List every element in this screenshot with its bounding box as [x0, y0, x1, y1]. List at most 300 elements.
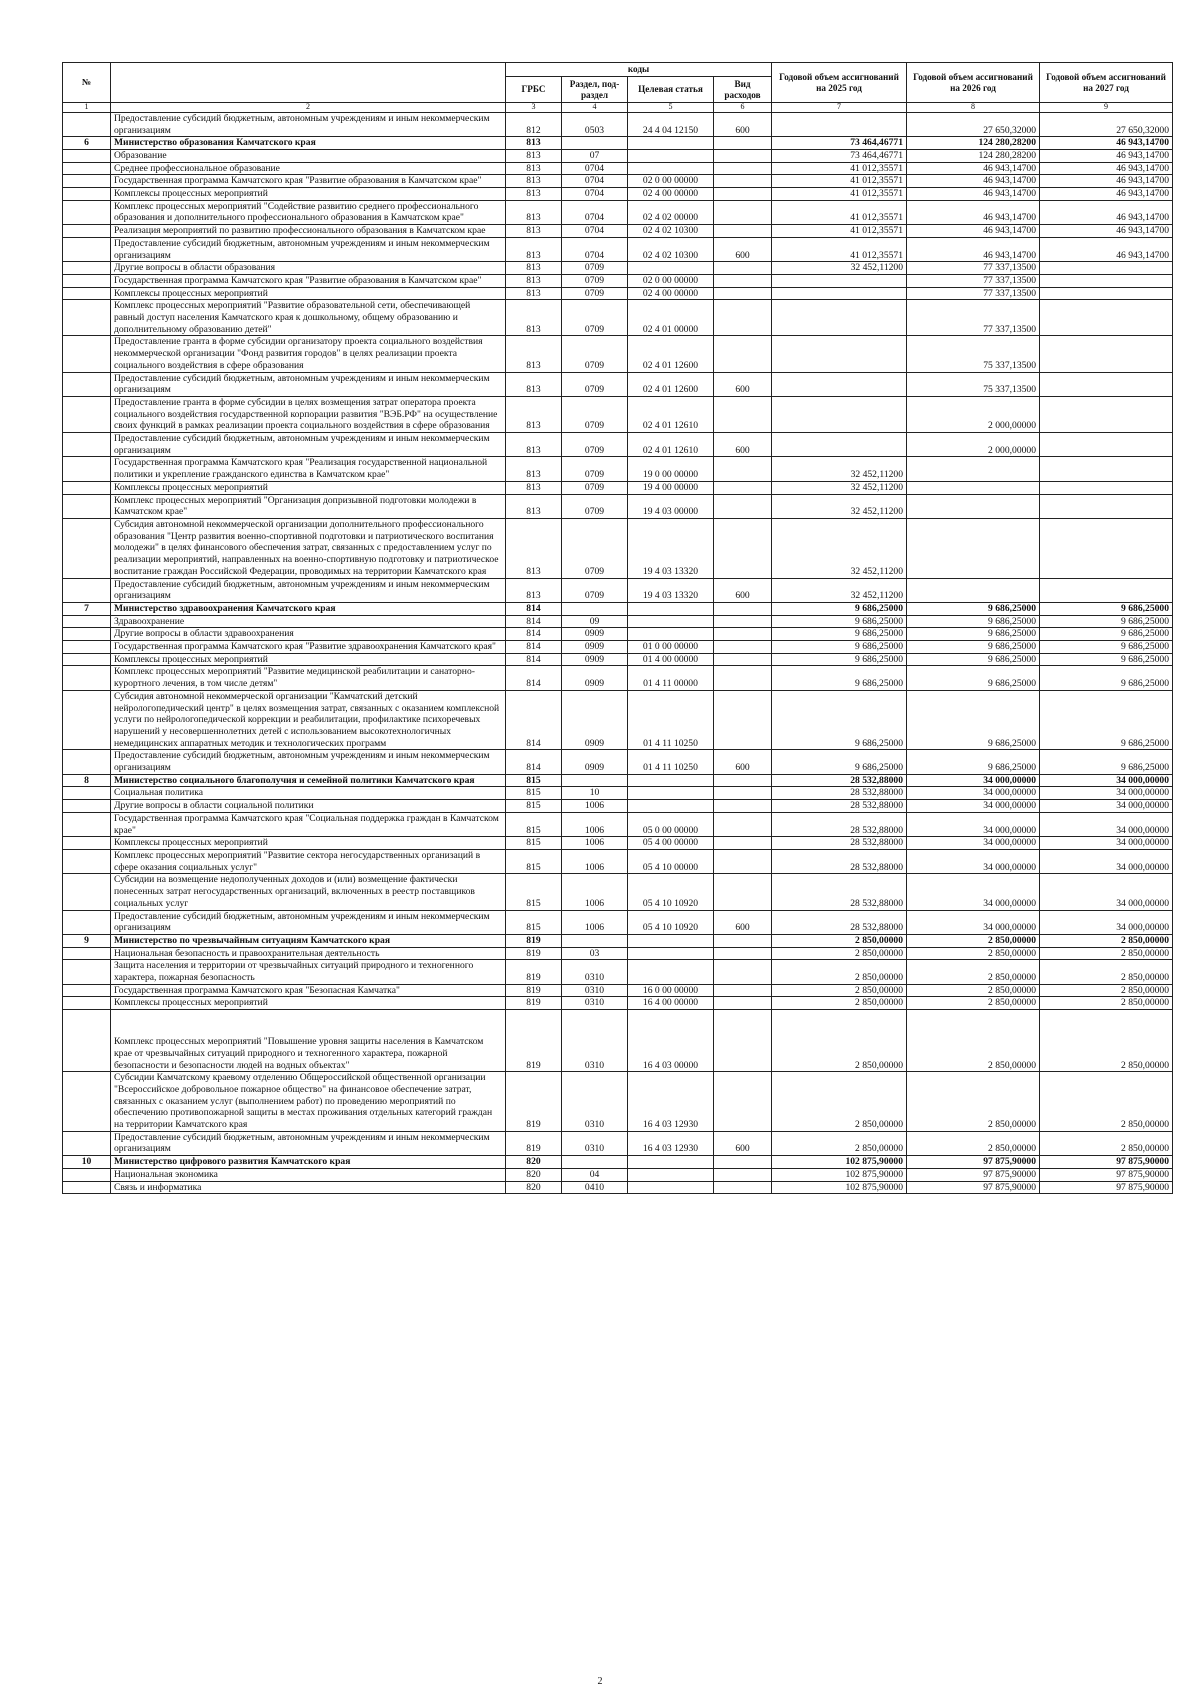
section-code: 0909 — [562, 628, 628, 641]
amount-2027: 46 943,14700 — [1040, 200, 1173, 224]
row-name: Комплекс процессных мероприятий "Содействие развитию среднего профессионального образования и дополнительного профессионального образования в Камчатском крае" — [111, 200, 506, 224]
expense-type-code — [714, 641, 772, 654]
amount-2025: 32 452,11200 — [772, 494, 907, 518]
section-code: 1006 — [562, 910, 628, 934]
row-name: Предоставление гранта в форме субсидии в целях возмещения затрат оператора проекта социального воздействия государственной корпорации развития "ВЭБ.РФ" на осуществление своих функций в рамках реализации проекта социального воздействия в сфере образования — [111, 396, 506, 432]
table-row — [63, 162, 1173, 175]
row-name: Связь и информатика — [111, 1181, 506, 1194]
table-row — [63, 997, 1173, 1010]
table-row — [63, 960, 1173, 984]
section-code: 0704 — [562, 175, 628, 188]
amount-2026: 9 686,25000 — [907, 666, 1040, 690]
row-number — [63, 750, 111, 774]
expense-type-code: 600 — [714, 1131, 772, 1155]
grbs-code: 813 — [506, 336, 562, 372]
amount-2027: 9 686,25000 — [1040, 602, 1173, 615]
amount-2027 — [1040, 494, 1173, 518]
target-code — [628, 1156, 714, 1169]
section-code: 1006 — [562, 874, 628, 910]
amount-2026 — [907, 481, 1040, 494]
amount-2025: 9 686,25000 — [772, 666, 907, 690]
amount-2027: 9 686,25000 — [1040, 628, 1173, 641]
row-name: Предоставление субсидий бюджетным, автономным учреждениям и иным некоммерческим организациям — [111, 750, 506, 774]
expense-type-code — [714, 274, 772, 287]
amount-2025: 41 012,35571 — [772, 188, 907, 201]
grbs-code: 813 — [506, 274, 562, 287]
grbs-code: 813 — [506, 396, 562, 432]
target-code: 19 0 00 00000 — [628, 457, 714, 481]
table-row — [63, 849, 1173, 873]
expense-type-code — [714, 1072, 772, 1132]
row-name: Предоставление субсидий бюджетным, автономным учреждениям и иным некоммерческим организациям — [111, 578, 506, 602]
amount-2027: 9 686,25000 — [1040, 690, 1173, 750]
table-row — [63, 812, 1173, 836]
amount-2026: 124 280,28200 — [907, 137, 1040, 150]
amount-2025: 102 875,90000 — [772, 1156, 907, 1169]
grbs-code: 813 — [506, 200, 562, 224]
section-code: 0709 — [562, 433, 628, 457]
target-code — [628, 162, 714, 175]
amount-2026: 9 686,25000 — [907, 628, 1040, 641]
row-name: Другие вопросы в области образования — [111, 262, 506, 275]
target-code: 01 4 11 00000 — [628, 666, 714, 690]
row-number: 9 — [63, 934, 111, 947]
amount-2027 — [1040, 519, 1173, 579]
grbs-code: 819 — [506, 1072, 562, 1132]
row-name: Субсидия автономной некоммерческой организации "Камчатский детский нейрологопедический центр" в целях возмещения затрат, связанных с оказанием комплексной услуги по нейрологопедической коррекции и реабилитации, профилактике психоречевых нарушений у несовершеннолетних детей с использованием высокотехнологичных немедицинских аппаратных методик и технологических программ — [111, 690, 506, 750]
amount-2025: 2 850,00000 — [772, 1072, 907, 1132]
section-code: 0310 — [562, 1072, 628, 1132]
table-row — [63, 149, 1173, 162]
target-code — [628, 960, 714, 984]
section-code: 0709 — [562, 578, 628, 602]
expense-type-code — [714, 849, 772, 873]
amount-2027: 34 000,00000 — [1040, 800, 1173, 813]
amount-2027: 46 943,14700 — [1040, 175, 1173, 188]
amount-2025: 2 850,00000 — [772, 960, 907, 984]
table-row — [63, 1181, 1173, 1194]
table-row — [63, 494, 1173, 518]
column-number: 4 — [562, 103, 628, 113]
section-code: 0410 — [562, 1181, 628, 1194]
amount-2026 — [907, 578, 1040, 602]
row-name: Предоставление субсидий бюджетным, автономным учреждениям и иным некоммерческим организациям — [111, 237, 506, 261]
section-code: 0909 — [562, 690, 628, 750]
amount-2025: 41 012,35571 — [772, 237, 907, 261]
amount-2027: 2 850,00000 — [1040, 960, 1173, 984]
row-name: Комплекс процессных мероприятий "Организация допризывной подготовки молодежи в Камчатском крае" — [111, 494, 506, 518]
row-number — [63, 336, 111, 372]
amount-2026: 2 850,00000 — [907, 1010, 1040, 1072]
row-number — [63, 262, 111, 275]
section-code: 10 — [562, 787, 628, 800]
column-number: 2 — [111, 103, 506, 113]
table-row — [63, 137, 1173, 150]
amount-2026 — [907, 519, 1040, 579]
row-name: Социальная политика — [111, 787, 506, 800]
target-code: 05 4 10 10920 — [628, 910, 714, 934]
amount-2025: 28 532,88000 — [772, 910, 907, 934]
target-code: 05 4 10 10920 — [628, 874, 714, 910]
target-code: 01 4 11 10250 — [628, 690, 714, 750]
section-code — [562, 934, 628, 947]
grbs-code: 819 — [506, 934, 562, 947]
row-number — [63, 300, 111, 336]
table-row — [63, 274, 1173, 287]
target-code: 16 4 00 00000 — [628, 997, 714, 1010]
section-code: 0709 — [562, 336, 628, 372]
amount-2027 — [1040, 433, 1173, 457]
section-code: 0709 — [562, 396, 628, 432]
row-number — [63, 984, 111, 997]
amount-2026 — [907, 457, 1040, 481]
row-name: Национальная безопасность и правоохранительная деятельность — [111, 947, 506, 960]
expense-type-code — [714, 984, 772, 997]
section-code: 0310 — [562, 1010, 628, 1072]
target-code — [628, 602, 714, 615]
section-code: 1006 — [562, 837, 628, 850]
amount-2027: 97 875,90000 — [1040, 1168, 1173, 1181]
target-code: 01 4 11 10250 — [628, 750, 714, 774]
section-code: 0704 — [562, 225, 628, 238]
row-number — [63, 433, 111, 457]
grbs-code: 814 — [506, 690, 562, 750]
amount-2025: 32 452,11200 — [772, 262, 907, 275]
section-code: 0709 — [562, 481, 628, 494]
row-number — [63, 149, 111, 162]
amount-2026: 9 686,25000 — [907, 653, 1040, 666]
row-name: Комплекс процессных мероприятий "Повышение уровня защиты населения в Камчатском крае от чрезвычайных ситуаций природного и техногенного характера, пожарной безопасности и безопасности людей на водных объектах" — [111, 1010, 506, 1072]
table-row — [63, 653, 1173, 666]
amount-2026: 2 000,00000 — [907, 396, 1040, 432]
grbs-code: 813 — [506, 578, 562, 602]
amount-2027: 34 000,00000 — [1040, 849, 1173, 873]
table-row — [63, 934, 1173, 947]
row-name: Субсидии Камчатскому краевому отделению Общероссийской общественной организации "Всероссийское добровольное пожарное общество" на финансовое обеспечение затрат, связанных с оказанием услуг (выполнением работ) по проведению мероприятий по обеспечению противопожарной защиты в местах проживания отдельных категорий граждан на территории Камчатского края — [111, 1072, 506, 1132]
row-number — [63, 641, 111, 654]
amount-2026: 34 000,00000 — [907, 849, 1040, 873]
amount-2027: 2 850,00000 — [1040, 984, 1173, 997]
amount-2026: 97 875,90000 — [907, 1156, 1040, 1169]
target-code — [628, 615, 714, 628]
grbs-code: 819 — [506, 984, 562, 997]
table-row — [63, 372, 1173, 396]
amount-2025 — [772, 112, 907, 136]
column-number: 8 — [907, 103, 1040, 113]
row-name: Министерство образования Камчатского края — [111, 137, 506, 150]
expense-type-code: 600 — [714, 750, 772, 774]
target-code: 02 4 00 00000 — [628, 188, 714, 201]
expense-type-code — [714, 1168, 772, 1181]
amount-2027: 34 000,00000 — [1040, 837, 1173, 850]
row-number — [63, 274, 111, 287]
row-number: 6 — [63, 137, 111, 150]
amount-2027 — [1040, 457, 1173, 481]
amount-2025 — [772, 372, 907, 396]
row-name: Государственная программа Камчатского края "Развитие образования в Камчатском крае" — [111, 274, 506, 287]
row-name: Национальная экономика — [111, 1168, 506, 1181]
expense-type-code — [714, 787, 772, 800]
amount-2027 — [1040, 287, 1173, 300]
grbs-code: 813 — [506, 300, 562, 336]
table-row — [63, 666, 1173, 690]
column-number: 3 — [506, 103, 562, 113]
amount-2025 — [772, 396, 907, 432]
target-code: 19 4 03 00000 — [628, 494, 714, 518]
expense-type-code — [714, 947, 772, 960]
expense-type-code — [714, 396, 772, 432]
table-row — [63, 602, 1173, 615]
expense-type-code — [714, 519, 772, 579]
table-row — [63, 984, 1173, 997]
row-number — [63, 812, 111, 836]
grbs-code: 814 — [506, 750, 562, 774]
row-name: Предоставление субсидий бюджетным, автономным учреждениям и иным некоммерческим организациям — [111, 112, 506, 136]
amount-2026: 34 000,00000 — [907, 787, 1040, 800]
table-row — [63, 750, 1173, 774]
table-row — [63, 628, 1173, 641]
expense-type-code — [714, 628, 772, 641]
grbs-code: 815 — [506, 849, 562, 873]
target-code: 02 4 02 10300 — [628, 237, 714, 261]
expense-type-code — [714, 1156, 772, 1169]
row-number: 10 — [63, 1156, 111, 1169]
grbs-code: 813 — [506, 175, 562, 188]
amount-2025: 32 452,11200 — [772, 519, 907, 579]
row-name: Комплексы процессных мероприятий — [111, 837, 506, 850]
column-number: 6 — [714, 103, 772, 113]
table-row — [63, 1072, 1173, 1132]
expense-type-code — [714, 1010, 772, 1072]
amount-2025 — [772, 300, 907, 336]
amount-2025: 9 686,25000 — [772, 750, 907, 774]
expense-type-code — [714, 225, 772, 238]
amount-2026: 97 875,90000 — [907, 1168, 1040, 1181]
table-row — [63, 481, 1173, 494]
section-code: 0709 — [562, 519, 628, 579]
row-number — [63, 1168, 111, 1181]
target-code — [628, 800, 714, 813]
row-name: Реализация мероприятий по развитию профессионального образования в Камчатском крае — [111, 225, 506, 238]
grbs-code: 813 — [506, 137, 562, 150]
amount-2026: 34 000,00000 — [907, 774, 1040, 787]
amount-2027: 2 850,00000 — [1040, 1131, 1173, 1155]
budget-document — [62, 62, 1172, 1194]
target-code — [628, 137, 714, 150]
amount-2026: 2 000,00000 — [907, 433, 1040, 457]
amount-2025 — [772, 433, 907, 457]
expense-type-code — [714, 812, 772, 836]
grbs-code: 819 — [506, 1131, 562, 1155]
amount-2025: 28 532,88000 — [772, 812, 907, 836]
row-name: Комплексы процессных мероприятий — [111, 188, 506, 201]
target-code: 02 0 00 00000 — [628, 274, 714, 287]
table-row — [63, 519, 1173, 579]
header-2027: Годовой объем ассигнований на 2027 год — [1040, 63, 1173, 103]
grbs-code: 813 — [506, 287, 562, 300]
row-name: Субсидия автономной некоммерческой организации дополнительного профессионального образования "Центр развития военно-спортивной подготовки и патриотического воспитания молодежи" в целях финансового обеспечения затрат, связанных с предоставлением услуг по реализации мероприятий, направленных на военно-спортивную подготовку и патриотическое воспитание граждан Российской Федерации, проводимых на территории Камчатского края — [111, 519, 506, 579]
amount-2027: 46 943,14700 — [1040, 237, 1173, 261]
grbs-code: 815 — [506, 837, 562, 850]
row-number — [63, 997, 111, 1010]
target-code: 19 4 00 00000 — [628, 481, 714, 494]
target-code: 16 0 00 00000 — [628, 984, 714, 997]
grbs-code: 820 — [506, 1156, 562, 1169]
amount-2025: 32 452,11200 — [772, 481, 907, 494]
amount-2027: 34 000,00000 — [1040, 774, 1173, 787]
expense-type-code — [714, 457, 772, 481]
column-number: 7 — [772, 103, 907, 113]
target-code — [628, 947, 714, 960]
target-code: 02 0 00 00000 — [628, 175, 714, 188]
row-number — [63, 874, 111, 910]
grbs-code: 813 — [506, 457, 562, 481]
grbs-code: 815 — [506, 774, 562, 787]
section-code: 03 — [562, 947, 628, 960]
amount-2026: 34 000,00000 — [907, 800, 1040, 813]
amount-2027 — [1040, 372, 1173, 396]
section-code — [562, 602, 628, 615]
row-number — [63, 947, 111, 960]
target-code: 16 4 03 12930 — [628, 1072, 714, 1132]
row-number — [63, 188, 111, 201]
section-code: 0704 — [562, 162, 628, 175]
amount-2025: 73 464,46771 — [772, 149, 907, 162]
section-code: 1006 — [562, 800, 628, 813]
amount-2025: 41 012,35571 — [772, 225, 907, 238]
amount-2026: 77 337,13500 — [907, 287, 1040, 300]
target-code: 02 4 02 10300 — [628, 225, 714, 238]
amount-2026: 46 943,14700 — [907, 200, 1040, 224]
section-code: 0704 — [562, 188, 628, 201]
row-number — [63, 849, 111, 873]
header-2025: Годовой объем ассигнований на 2025 год — [772, 63, 907, 103]
amount-2026: 9 686,25000 — [907, 690, 1040, 750]
row-number — [63, 112, 111, 136]
target-code: 05 4 00 00000 — [628, 837, 714, 850]
amount-2026: 34 000,00000 — [907, 910, 1040, 934]
header-section: Раздел, под-раздел — [562, 77, 628, 103]
table-row — [63, 774, 1173, 787]
section-code: 0709 — [562, 274, 628, 287]
expense-type-code: 600 — [714, 433, 772, 457]
amount-2026: 2 850,00000 — [907, 947, 1040, 960]
target-code: 02 4 01 12600 — [628, 372, 714, 396]
target-code: 02 4 01 12610 — [628, 396, 714, 432]
row-name: Образование — [111, 149, 506, 162]
amount-2025: 2 850,00000 — [772, 947, 907, 960]
amount-2025 — [772, 336, 907, 372]
section-code: 0709 — [562, 457, 628, 481]
target-code — [628, 262, 714, 275]
expense-type-code — [714, 1181, 772, 1194]
page-number: 2 — [597, 1676, 603, 1687]
amount-2027: 97 875,90000 — [1040, 1156, 1173, 1169]
amount-2026 — [907, 494, 1040, 518]
amount-2027: 34 000,00000 — [1040, 787, 1173, 800]
amount-2027: 2 850,00000 — [1040, 947, 1173, 960]
row-name: Комплекс процессных мероприятий "Развитие медицинской реабилитации и санаторно-курортного лечения, в том числе детям" — [111, 666, 506, 690]
section-code: 0909 — [562, 750, 628, 774]
expense-type-code — [714, 934, 772, 947]
column-number-row — [63, 103, 1173, 113]
amount-2027 — [1040, 396, 1173, 432]
amount-2026: 77 337,13500 — [907, 262, 1040, 275]
row-name: Государственная программа Камчатского края "Социальная поддержка граждан в Камчатском крае" — [111, 812, 506, 836]
table-row — [63, 237, 1173, 261]
expense-type-code — [714, 175, 772, 188]
amount-2025: 41 012,35571 — [772, 162, 907, 175]
row-name: Государственная программа Камчатского края "Безопасная Камчатка" — [111, 984, 506, 997]
amount-2025: 2 850,00000 — [772, 1010, 907, 1072]
expense-type-code — [714, 602, 772, 615]
target-code — [628, 1181, 714, 1194]
amount-2026: 46 943,14700 — [907, 175, 1040, 188]
row-name: Субсидии на возмещение недополученных доходов и (или) возмещение фактически понесенных затрат негосударственных организаций, включенных в реестр поставщиков социальных услуг — [111, 874, 506, 910]
amount-2025: 32 452,11200 — [772, 578, 907, 602]
row-number — [63, 960, 111, 984]
row-number — [63, 666, 111, 690]
table-row — [63, 262, 1173, 275]
expense-type-code — [714, 666, 772, 690]
table-row — [63, 1131, 1173, 1155]
column-number: 1 — [63, 103, 111, 113]
amount-2027 — [1040, 274, 1173, 287]
table-row — [63, 287, 1173, 300]
section-code: 0909 — [562, 666, 628, 690]
budget-table — [62, 62, 1173, 1194]
row-number — [63, 162, 111, 175]
row-name: Предоставление субсидий бюджетным, автономным учреждениям и иным некоммерческим организациям — [111, 1131, 506, 1155]
row-name: Комплексы процессных мероприятий — [111, 481, 506, 494]
row-number — [63, 457, 111, 481]
amount-2027: 2 850,00000 — [1040, 1072, 1173, 1132]
amount-2026: 2 850,00000 — [907, 1072, 1040, 1132]
table-row — [63, 800, 1173, 813]
expense-type-code — [714, 690, 772, 750]
header-expense-type: Вид расходов — [714, 77, 772, 103]
expense-type-code — [714, 774, 772, 787]
header-codes: коды — [506, 63, 772, 77]
expense-type-code — [714, 960, 772, 984]
section-code: 0709 — [562, 300, 628, 336]
table-row — [63, 874, 1173, 910]
grbs-code: 819 — [506, 997, 562, 1010]
section-code: 04 — [562, 1168, 628, 1181]
amount-2025: 32 452,11200 — [772, 457, 907, 481]
target-code — [628, 774, 714, 787]
section-code: 07 — [562, 149, 628, 162]
target-code — [628, 149, 714, 162]
grbs-code: 813 — [506, 149, 562, 162]
amount-2027: 9 686,25000 — [1040, 750, 1173, 774]
amount-2026: 46 943,14700 — [907, 188, 1040, 201]
target-code: 02 4 01 12600 — [628, 336, 714, 372]
expense-type-code — [714, 200, 772, 224]
row-number — [63, 1181, 111, 1194]
row-number — [63, 690, 111, 750]
table-row — [63, 947, 1173, 960]
row-name: Комплексы процессных мероприятий — [111, 653, 506, 666]
row-number — [63, 481, 111, 494]
amount-2027: 34 000,00000 — [1040, 910, 1173, 934]
section-code: 1006 — [562, 849, 628, 873]
column-number: 9 — [1040, 103, 1173, 113]
target-code: 02 4 01 00000 — [628, 300, 714, 336]
grbs-code: 815 — [506, 874, 562, 910]
header-2026: Годовой объем ассигнований на 2026 год — [907, 63, 1040, 103]
row-number — [63, 237, 111, 261]
